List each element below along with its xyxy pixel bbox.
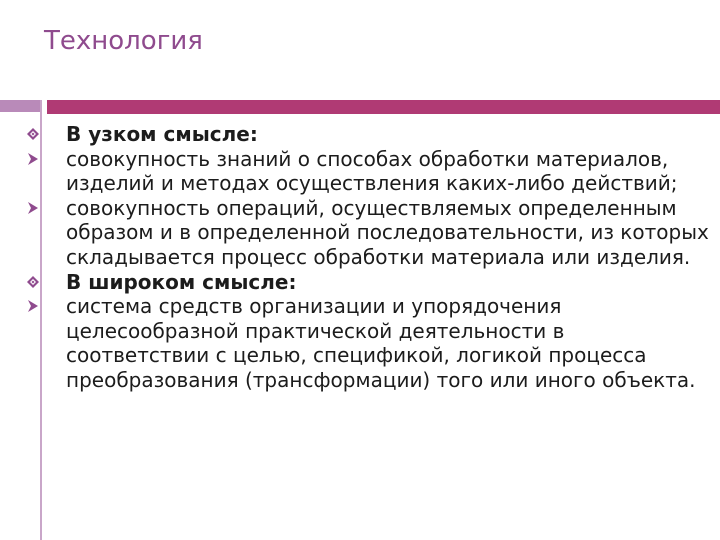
arrow-bullet-icon bbox=[26, 196, 40, 220]
list-item bbox=[66, 196, 714, 270]
list-item-text: В широком смысле: bbox=[66, 269, 297, 294]
bullet-list bbox=[66, 122, 714, 393]
slide-title: Технология bbox=[44, 26, 203, 56]
list-item bbox=[66, 294, 714, 392]
list-item-text: система средств организации и упорядочения целесообразной практической деятельности в соответствии с целью, спецификой, логикой процесса преобразования (трансформации) того или иного объекта. bbox=[66, 294, 696, 392]
list-item-text: совокупность операций, осуществляемых определенным образом и в определенной последовательности, из которых складывается процесс обработки материала или изделия. bbox=[66, 195, 709, 269]
arrow-bullet-icon bbox=[26, 294, 40, 318]
arrow-bullet-icon bbox=[26, 147, 40, 171]
list-item bbox=[66, 147, 714, 196]
list-item-text: В узком смысле: bbox=[66, 122, 258, 146]
decorative-left-bar bbox=[0, 100, 40, 112]
decorative-vertical-line bbox=[40, 100, 42, 540]
diamond-bullet-icon bbox=[26, 270, 40, 294]
decorative-accent-bar bbox=[47, 100, 720, 114]
list-item bbox=[66, 122, 714, 147]
list-item-text: совокупность знаний о способах обработки материалов, изделий и методах осуществления каких-либо действий; bbox=[66, 146, 678, 196]
list-item bbox=[66, 270, 714, 295]
diamond-bullet-icon bbox=[26, 122, 40, 146]
